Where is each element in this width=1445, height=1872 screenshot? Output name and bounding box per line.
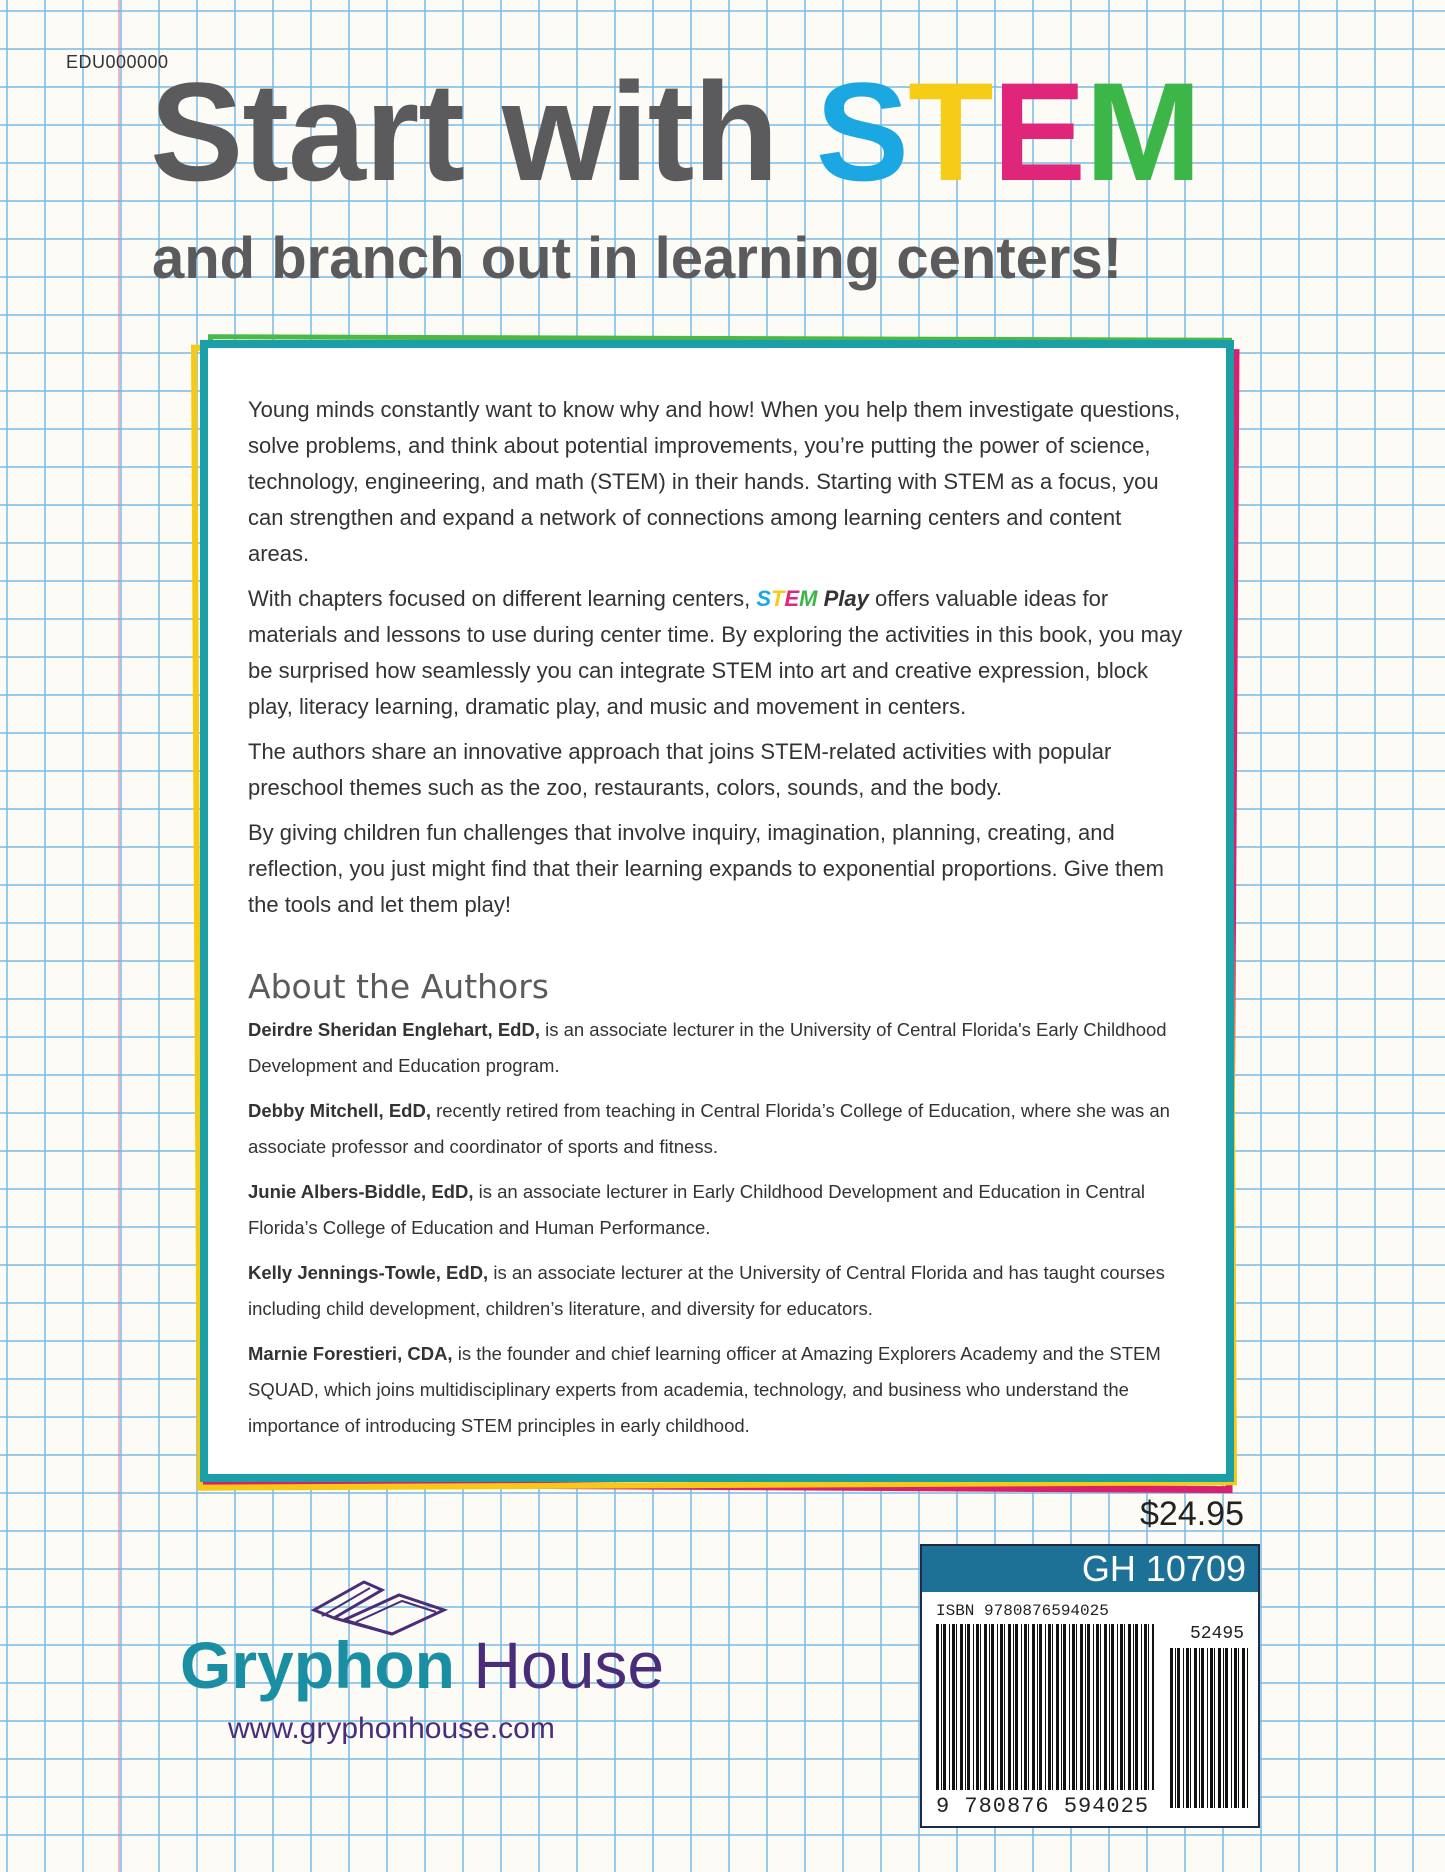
barcode-bar	[949, 1624, 950, 1790]
product-code: EDU000000	[66, 52, 169, 72]
description-paragraph-2	[248, 581, 1188, 725]
author-entry	[248, 1012, 1188, 1084]
stem-title-letter-e: E	[992, 53, 1086, 210]
barcode-bar	[1210, 1648, 1213, 1808]
stem-title-letter-s: S	[815, 53, 909, 210]
barcode-bar	[1096, 1624, 1099, 1790]
authors-list	[248, 1012, 1188, 1444]
barcode-bar	[1048, 1624, 1051, 1790]
barcode-bar	[991, 1624, 994, 1790]
title-start-text: Start with	[150, 53, 816, 210]
barcode-bar	[1175, 1648, 1176, 1808]
stem-title-letter-m: M	[1085, 53, 1201, 210]
book-title-play: Play	[823, 586, 869, 611]
barcode-bar	[1085, 1624, 1086, 1790]
barcode-bar	[1214, 1648, 1215, 1808]
barcode-bar	[1104, 1624, 1107, 1790]
author-name: Kelly Jennings-Towle, EdD,	[248, 1262, 489, 1283]
barcode-bar	[1052, 1624, 1053, 1790]
author-entry	[248, 1255, 1188, 1327]
barcode-bar	[1190, 1648, 1191, 1808]
barcode-bar	[976, 1624, 979, 1790]
publisher-name-part2: House	[455, 1628, 665, 1702]
barcode-bar	[1170, 1648, 1173, 1808]
barcode-panel	[920, 1544, 1260, 1828]
catalog-code: GH 10709	[922, 1546, 1258, 1592]
isbn-barcode	[936, 1624, 1154, 1790]
barcode-bar	[1194, 1648, 1197, 1808]
publisher-url[interactable]: www.gryphonhouse.com	[228, 1712, 555, 1745]
barcode-bar	[1087, 1624, 1090, 1790]
author-entry	[248, 1174, 1188, 1246]
barcode-bar	[1056, 1624, 1059, 1790]
author-entry	[248, 1336, 1188, 1444]
barcode-bar	[1207, 1648, 1208, 1808]
barcode-bar	[1015, 1624, 1018, 1790]
barcode-bar	[956, 1624, 957, 1790]
barcode-bar	[943, 1624, 946, 1790]
publisher-logo	[180, 1628, 665, 1702]
stem-inline-letter-s: S	[756, 586, 772, 611]
author-name: Debby Mitchell, EdD,	[248, 1100, 431, 1121]
stem-inline-letter-m: M	[799, 586, 818, 611]
cover-title	[150, 53, 1201, 210]
barcode-bar	[1186, 1648, 1189, 1808]
barcode-bar	[1061, 1624, 1062, 1790]
barcode-bar	[1063, 1624, 1066, 1790]
author-bio: recently retired from teaching in Central Florida’s College of Education, where she was an associate professor and coordinator of sports and fitness.	[248, 1100, 1170, 1157]
barcode-bar	[1045, 1624, 1046, 1790]
barcode-bar	[1133, 1624, 1134, 1790]
barcode-bar	[965, 1624, 966, 1790]
barcode-bar	[1111, 1624, 1114, 1790]
description-paragraph-3: The authors share an innovative approach that joins STEM-related activities with popular preschool themes such as the zoo, restaurants, colors, sounds, and the body.	[248, 739, 1112, 800]
price-code: 52495	[1189, 1624, 1244, 1644]
notebook-margin-line	[118, 0, 120, 1872]
barcode-bar	[1124, 1624, 1125, 1790]
barcode-bar	[1004, 1624, 1005, 1790]
barcode-bar	[1076, 1624, 1077, 1790]
author-bio: is an associate lecturer in Early Childhood Development and Education in Central Florida’s College of Education and Human Performance.	[248, 1181, 1145, 1238]
barcode-bar	[1100, 1624, 1101, 1790]
barcode-bar	[1028, 1624, 1029, 1790]
barcode-bar	[1032, 1624, 1035, 1790]
barcode-bar	[1242, 1648, 1245, 1808]
barcode-bar	[1201, 1648, 1204, 1808]
barcode-bar	[980, 1624, 981, 1790]
author-bio: is an associate lecturer in the University of Central Florida's Early Childhood Development and Education program.	[248, 1019, 1167, 1076]
paragraph-2-lead: With chapters focused on different learning centers,	[248, 586, 757, 611]
barcode-bar	[997, 1624, 998, 1790]
barcode-bar	[1177, 1648, 1180, 1808]
price-barcode	[1170, 1648, 1248, 1808]
barcode-bar	[1148, 1624, 1149, 1790]
cover-subtitle: and branch out in learning centers!	[152, 226, 1123, 291]
barcode-bar	[941, 1624, 942, 1790]
barcode-bar	[1199, 1648, 1200, 1808]
barcode-bar	[1072, 1624, 1075, 1790]
barcode-bar	[1135, 1624, 1138, 1790]
book-title-stem	[756, 586, 817, 611]
barcode-bar	[1183, 1648, 1184, 1808]
paragraph-2-rest: offers valuable ideas for materials and lessons to use during center time. By exploring the activities in this book, you may be surprised how seamlessly you can integrate STEM into art and creative expression, block play, literacy learning, dramatic play, and music and movement in centers.	[248, 586, 1183, 719]
publisher-name-part1: Gryphon	[180, 1628, 455, 1702]
barcode-bar	[1120, 1624, 1123, 1790]
barcode-bar	[1225, 1648, 1228, 1808]
stem-title-letters	[816, 53, 1201, 210]
barcode-bar	[1013, 1624, 1014, 1790]
author-bio: is an associate lecturer at the University of Central Florida and has taught courses including child development, children’s literature, and diversity for educators.	[248, 1262, 1165, 1319]
description-paragraph-1: Young minds constantly want to know why and how! When you help them investigate questions, solve problems, and think about potential improvements, you’re putting the power of science, technology, engineering, and math (STEM) in their hands. Starting with STEM as a focus, you can strengthen and expand a network of connections among learning centers and content areas.	[248, 397, 1181, 566]
barcode-bar	[1141, 1624, 1142, 1790]
barcode-bar	[1109, 1624, 1110, 1790]
barcode-bar	[973, 1624, 974, 1790]
about-authors-heading: About the Authors	[248, 967, 549, 1006]
description-content	[248, 392, 1188, 1453]
description-paragraph-4: By giving children fun challenges that involve inquiry, imagination, planning, creating, and reflection, you just might find that their learning expands to exponential proportions. Give them the tools and let them play!	[248, 820, 1164, 917]
author-entry	[248, 1093, 1188, 1165]
barcode-bar	[1000, 1624, 1003, 1790]
barcode-bar	[960, 1624, 963, 1790]
barcode-bar	[1039, 1624, 1042, 1790]
barcode-bar	[1093, 1624, 1094, 1790]
barcode-bar	[1037, 1624, 1038, 1790]
barcode-bar	[984, 1624, 987, 1790]
barcode-bar	[1223, 1648, 1224, 1808]
stem-title-letter-t: T	[908, 53, 993, 210]
barcode-bar	[936, 1624, 939, 1790]
author-bio: is the founder and chief learning officer at Amazing Explorers Academy and the STEM SQUAD, which joins multidisciplinary experts from academia, technology, and business who understand the importance of introducing STEM principles in early childhood.	[248, 1343, 1161, 1436]
author-name: Deirdre Sheridan Englehart, EdD,	[248, 1019, 540, 1040]
barcode-bar	[1008, 1624, 1011, 1790]
barcode-bar	[1080, 1624, 1083, 1790]
barcode-bar	[967, 1624, 970, 1790]
barcode-bar	[1024, 1624, 1027, 1790]
barcode-bar	[1238, 1648, 1239, 1808]
author-name: Junie Albers-Biddle, EdD,	[248, 1181, 474, 1202]
stem-inline-letter-t: T	[771, 586, 785, 611]
barcode-bar	[1021, 1624, 1022, 1790]
barcode-bar	[1128, 1624, 1131, 1790]
barcode-bar	[1117, 1624, 1118, 1790]
barcode-bar	[1234, 1648, 1237, 1808]
barcode-bar	[952, 1624, 955, 1790]
stem-inline-letter-e: E	[784, 586, 800, 611]
barcode-bar	[1144, 1624, 1147, 1790]
barcode-bar	[1152, 1624, 1154, 1790]
price: $24.95	[1140, 1495, 1244, 1533]
isbn-digits: 9 780876 594025	[936, 1794, 1150, 1819]
isbn-label: ISBN 9780876594025	[936, 1602, 1109, 1620]
barcode-bar	[1231, 1648, 1232, 1808]
barcode-bar	[1218, 1648, 1221, 1808]
barcode-bar	[989, 1624, 990, 1790]
barcode-bar	[1069, 1624, 1070, 1790]
barcode-bar	[1247, 1648, 1248, 1808]
author-name: Marnie Forestieri, CDA,	[248, 1343, 453, 1364]
